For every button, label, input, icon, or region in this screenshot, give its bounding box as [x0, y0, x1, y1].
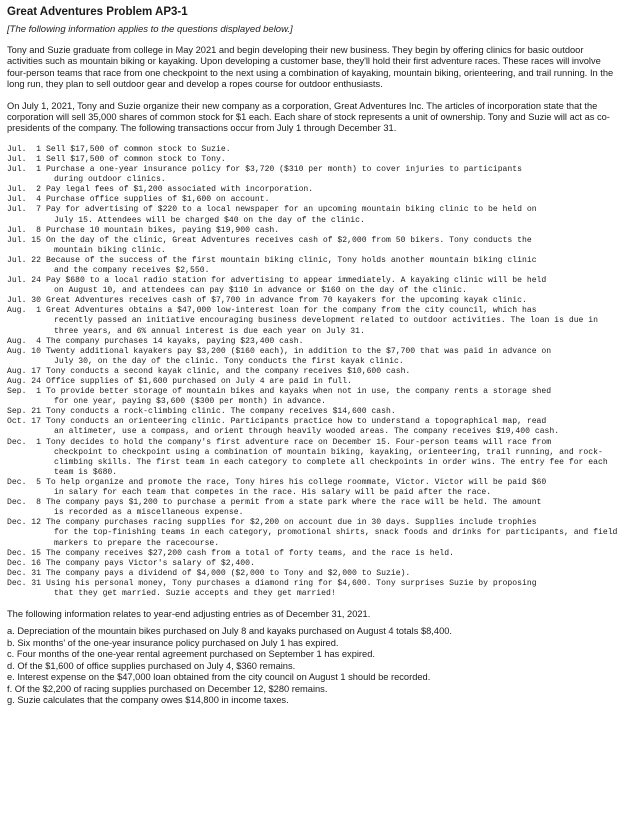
transaction-text-main: The company pays Victor's salary of $2,400. [46, 558, 255, 568]
transaction-date: Aug. 24 [7, 377, 41, 386]
transaction-date: Dec. 31 [7, 578, 41, 588]
transaction-row [7, 226, 618, 236]
transaction-text-main: The company receives $27,200 cash from a total of forty teams, and the race is held. [46, 548, 454, 558]
transaction-date: Jul. 7 [7, 205, 41, 215]
transaction-date: Jul. 8 [7, 225, 41, 235]
transaction-text-continued: is recorded as a miscellaneous expense. [54, 508, 244, 518]
adjusting-intro: The following information relates to year-end adjusting entries as of December 31, 2021. [7, 609, 371, 620]
adjustment-list [7, 626, 618, 706]
transaction-text-main: On the day of the clinic, Great Adventures receives cash of $2,000 from 50 bikers. Tony conducts the [46, 235, 532, 245]
transaction-text-main: To provide better storage of mountain bikes and kayaks when not in use, the company rents a storage shed [46, 387, 552, 397]
transaction-text-main: Great Adventures obtains a $47,000 low-interest loan for the company from the city council, which has [46, 306, 537, 316]
transaction-text [46, 407, 618, 417]
transaction-text-main: Because of the success of the first mountain biking clinic, Tony holds another mountain biking clinic [46, 255, 537, 265]
transaction-list [7, 145, 618, 599]
transaction-row [7, 296, 618, 306]
transaction-row [7, 276, 618, 296]
transaction-row [7, 438, 618, 478]
transaction-text-main: The company purchases 14 kayaks, paying $23,400 cash. [46, 336, 304, 346]
transaction-text [46, 145, 618, 155]
transaction-row [7, 367, 618, 377]
transaction-text-continued: during outdoor clinics. [54, 175, 166, 185]
transaction-date: Dec. 5 [7, 477, 41, 487]
transaction-text-continued: and the company receives $2,550. [54, 265, 210, 275]
transaction-text-main: Great Adventures receives cash of $7,700 in advance from 70 kayakers for the upcoming kayak clinic. [46, 296, 527, 306]
transaction-row [7, 306, 618, 336]
transaction-text-main: The company pays a dividend of $4,000 ($2,000 to Tony and $2,000 to Suzie). [46, 568, 411, 578]
transaction-date: Aug. 1 [7, 306, 41, 316]
transaction-date: Jul. 22 [7, 255, 41, 265]
transaction-text-main: Pay $680 to a local radio station for advertising to appear immediately. A kayaking clinic will be held [46, 276, 547, 286]
transaction-text [46, 276, 618, 296]
transaction-date: Jul. 24 [7, 276, 41, 286]
adjustment-item: d. Of the $1,600 of office supplies purchased on July 4, $360 remains. [7, 660, 296, 671]
transaction-date: Jul. 15 [7, 235, 41, 245]
transaction-row [7, 518, 618, 548]
transaction-row [7, 559, 618, 569]
transaction-row [7, 165, 618, 185]
transaction-date: Jul. 1 [7, 144, 41, 154]
transaction-text-main: Sell $17,500 of common stock to Suzie. [46, 144, 231, 154]
transaction-row [7, 478, 618, 498]
transaction-text-main: Pay for advertising of $220 to a local newspaper for an upcoming mountain biking clinic to be held on [46, 205, 537, 215]
transaction-date: Jul. 1 [7, 165, 41, 175]
transaction-row [7, 155, 618, 165]
transaction-date: Dec. 1 [7, 437, 41, 447]
transaction-text [46, 438, 618, 478]
transaction-date: Sep. 1 [7, 387, 41, 397]
transaction-text [46, 478, 618, 498]
transaction-text [46, 236, 618, 256]
intro-paragraph-2: On July 1, 2021, Tony and Suzie organize their new company as a corporation, Great Adventures Inc. The articles of incorporation state that the corporation will sell 35,000 shares of common stock for $1 each. Each share of stock represents a unit of ownership. Tony and Suzie will act as co-presidents of the company. The following transactions occur from July 1 through December 31. [7, 100, 610, 134]
transaction-text [46, 498, 618, 518]
transaction-text [46, 518, 618, 548]
adjustment-item: a. Depreciation of the mountain bikes purchased on July 8 and kayaks purchased on August 4 totals $8,400. [7, 626, 452, 637]
transaction-date: Aug. 10 [7, 346, 41, 356]
transaction-row [7, 347, 618, 367]
transaction-text-continued: that they get married. Suzie accepts and they get married! [54, 588, 336, 598]
transaction-text-main: Tony conducts a rock-climbing clinic. The company receives $14,600 cash. [46, 407, 396, 417]
transaction-row [7, 387, 618, 407]
transaction-text [46, 367, 618, 377]
transaction-text-main: The company pays $1,200 to purchase a permit from a state park where the race will be held. The amount [46, 498, 542, 508]
transaction-text-continued: recently passed an initiative encouraging business development related to outdoor activities. The loan is due in three years, and 6% annual interest is due each year on July 31. [54, 316, 598, 336]
transaction-date: Oct. 17 [7, 417, 41, 427]
transaction-text [46, 226, 618, 236]
transaction-text [46, 579, 618, 599]
transaction-row [7, 579, 618, 599]
transaction-text-main: Purchase office supplies of $1,600 on account. [46, 195, 270, 205]
intro-paragraph-1: Tony and Suzie graduate from college in May 2021 and begin developing their new business. They begin by offering clinics for basic outdoor activities such as mountain biking or kayaking. Upon developing a customer base, they'll hold their first adventure races. These races will involve four-person teams that race from one checkpoint to the next using a combination of kayaking, mountain biking, orienteering, and trail running. In the long run, they plan to sell outdoor gear and develop a ropes course for outdoor enthusiasts. [7, 45, 614, 90]
transaction-text-main: Pay legal fees of $1,200 associated with incorporation. [46, 185, 314, 195]
transaction-row [7, 377, 618, 387]
adjustment-item: c. Four months of the one-year rental agreement purchased on September 1 has expired. [7, 649, 375, 660]
transaction-text [46, 337, 618, 347]
adjustment-item: b. Six months' of the one-year insurance policy purchased on July 1 has expired. [7, 637, 339, 648]
transaction-date: Jul. 1 [7, 154, 41, 164]
transaction-date: Jul. 30 [7, 296, 41, 306]
transaction-text-continued: for one year, paying $3,600 ($300 per month) in advance. [54, 397, 326, 407]
transaction-date: Dec. 8 [7, 498, 41, 508]
transaction-text-main: Purchase 10 mountain bikes, paying $19,900 cash. [46, 225, 280, 235]
transaction-text-continued: on August 10, and attendees can pay $110 in advance or $160 on the day of the clinic. [54, 286, 467, 296]
transaction-text-continued: in salary for each team that competes in the race. His salary will be paid after the race. [54, 488, 492, 498]
transaction-text [46, 296, 618, 306]
transaction-date: Dec. 12 [7, 518, 41, 528]
adjustment-item: e. Interest expense on the $47,000 loan obtained from the city council on August 1 should be recorded. [7, 672, 431, 683]
transaction-text [46, 347, 618, 367]
transaction-text [46, 306, 618, 336]
transaction-row [7, 407, 618, 417]
transaction-text-main: Tony conducts an orienteering clinic. Participants practice how to understand a topographical map, read [46, 417, 547, 427]
transaction-text [46, 417, 618, 437]
transaction-text [46, 256, 618, 276]
transaction-text-main: Purchase a one-year insurance policy for $3,720 ($310 per month) to cover injuries to participants [46, 165, 522, 175]
transaction-row [7, 205, 618, 225]
transaction-date: Dec. 31 [7, 568, 41, 578]
problem-title: Great Adventures Problem AP3-1 [7, 6, 188, 18]
transaction-date: Jul. 4 [7, 195, 41, 205]
transaction-text-main: Office supplies of $1,600 purchased on July 4 are paid in full. [46, 377, 352, 386]
instructions-note: [The following information applies to the questions displayed below.] [7, 24, 293, 35]
transaction-date: Dec. 16 [7, 558, 41, 568]
transaction-text-main: Sell $17,500 of common stock to Tony. [46, 154, 226, 164]
transaction-text-main: Tony conducts a second kayak clinic, and the company receives $10,600 cash. [46, 366, 411, 376]
transaction-text-continued: July 15. Attendees will be charged $40 on the day of the clinic. [54, 215, 365, 225]
transaction-text-main: The company purchases racing supplies for $2,200 on account due in 30 days. Supplies include trophies [46, 518, 537, 528]
transaction-row [7, 195, 618, 205]
transaction-row [7, 498, 618, 518]
transaction-text-continued: for the top-finishing teams in each category, promotional shirts, snack foods and drinks for participants, and field markers to prepare the racecourse. [54, 528, 618, 548]
transaction-date: Aug. 4 [7, 336, 41, 346]
transaction-row [7, 569, 618, 579]
transaction-text-main: To help organize and promote the race, Tony hires his college roommate, Victor. Victor will be paid $60 [46, 477, 547, 487]
transaction-text [46, 205, 618, 225]
transaction-text-main: Using his personal money, Tony purchases a diamond ring for $4,600. Tony surprises Suzie by proposing [46, 578, 537, 588]
transaction-text-main: Tony decides to hold the company's first adventure race on December 15. Four-person teams will race from [46, 437, 552, 447]
transaction-text-continued: checkpoint to checkpoint using a combination of mountain biking, kayaking, orienteering, trail running, and rock-climbing skills. The first team in each category to complete all checkpoints in order wins. The entry fee for each team is $680. [54, 447, 608, 477]
transaction-text [46, 195, 618, 205]
transaction-text [46, 165, 618, 185]
transaction-row [7, 417, 618, 437]
transaction-text [46, 559, 618, 569]
transaction-text-main: Twenty additional kayakers pay $3,200 ($160 each), in addition to the $7,700 that was paid in advance on [46, 346, 552, 356]
transaction-row [7, 236, 618, 256]
transaction-text-continued: an altimeter, use a compass, and orient through heavily wooded areas. The company receives $19,400 cash. [54, 427, 560, 437]
transaction-text [46, 155, 618, 165]
transaction-row [7, 337, 618, 347]
transaction-text [46, 549, 618, 559]
transaction-date: Sep. 21 [7, 407, 41, 417]
adjustment-item: f. Of the $2,200 of racing supplies purchased on December 12, $280 remains. [7, 683, 328, 694]
transaction-row [7, 549, 618, 559]
transaction-date: Aug. 17 [7, 366, 41, 376]
transaction-row [7, 185, 618, 195]
transaction-date: Jul. 2 [7, 185, 41, 195]
transaction-text-continued: July 30, on the day of the clinic. Tony conducts the first kayak clinic. [54, 356, 404, 366]
transaction-text [46, 377, 618, 387]
transaction-row [7, 256, 618, 276]
transaction-date: Dec. 15 [7, 548, 41, 558]
transaction-text-continued: mountain biking clinic. [54, 245, 166, 255]
transaction-text [46, 185, 618, 195]
transaction-text [46, 569, 618, 579]
transaction-text [46, 387, 618, 407]
adjustment-item: g. Suzie calculates that the company owes $14,800 in income taxes. [7, 694, 289, 705]
transaction-row [7, 145, 618, 155]
